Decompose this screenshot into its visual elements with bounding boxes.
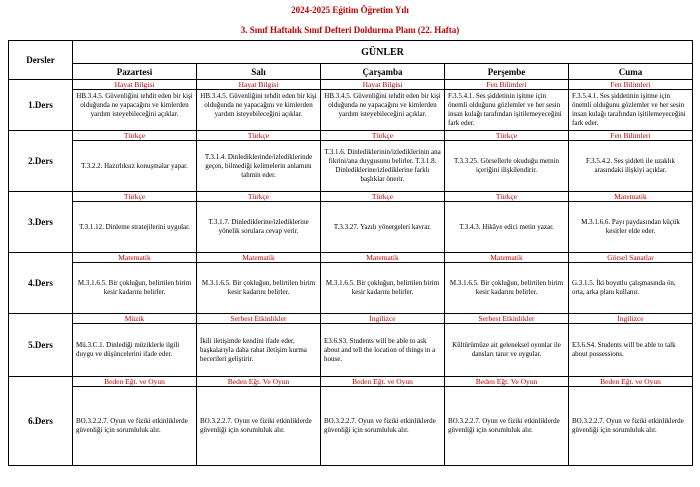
- subject-label: Hayat Bilgisi: [197, 80, 320, 90]
- outcome-text: F.3.5.4.1. Ses şiddetinin işitme için önemli olduğunu gözlemler ve her sesin insan kulağı tarafından işitilemeyeceğini fark eder.: [572, 92, 686, 127]
- outcome-text: F.3.5.4.2. Ses şiddeti ile uzaklık arasındaki ilişkiyi açıklar.: [585, 157, 676, 174]
- outcome-text: BO.3.2.2.7. Oyun ve fiziki etkinliklerde güvenliği için sorumluluk alır.: [448, 417, 560, 434]
- subject-label: Matematik: [197, 253, 320, 263]
- subject-label: Serbest Etkinlikler: [445, 314, 568, 324]
- plan-subtitle: 3. Sınıf Haftalık Sınıf Defteri Doldurma Planı (22. Hafta): [240, 25, 460, 35]
- day-header-cuma: Cuma: [569, 64, 693, 80]
- lesson-cell: [569, 80, 693, 131]
- dersler-header: Dersler: [9, 41, 73, 80]
- lesson-cell: [73, 131, 197, 192]
- day-header-pazartesi: Pazartesi: [73, 64, 197, 80]
- outcome-text: HB.3.4.5. Güvenliğini tehdit eden bir kişi olduğunda ne yapacağını ve kimlerden yardım isteyebileceğini açıklar.: [324, 92, 441, 118]
- subject-label: Beden Eğt. Ve Oyun: [197, 377, 320, 387]
- lesson-row: [9, 314, 693, 377]
- subject-label: Beden Eğt. ve Oyun: [73, 377, 196, 387]
- lesson-cell: [569, 377, 693, 466]
- day-header-sali: Salı: [197, 64, 321, 80]
- lesson-row: [9, 192, 693, 253]
- gunler-header: GÜNLER: [73, 41, 693, 64]
- lesson-cell: [321, 253, 445, 314]
- subject-label: Fen Bilimleri: [569, 131, 692, 141]
- plan-body: [9, 80, 693, 466]
- lesson-cell: [197, 131, 321, 192]
- lesson-cell: [197, 253, 321, 314]
- lesson-label: 4.Ders: [9, 253, 73, 314]
- subject-label: Türkçe: [73, 192, 196, 202]
- subject-label: Türkçe: [73, 131, 196, 141]
- subject-label: Hayat Bilgisi: [321, 80, 444, 90]
- lesson-cell: [569, 314, 693, 377]
- subject-label: Fen Bilimleri: [445, 80, 568, 90]
- outcome-text: M.3.1.6.5. Bir çokluğun, belirtilen birim kesir kadarını belirler.: [325, 279, 440, 296]
- outcome-text: T.3.2.2. Hazırlıksız konuşmalar yapar.: [81, 161, 188, 170]
- subject-label: Matematik: [569, 192, 692, 202]
- lesson-cell: [197, 314, 321, 377]
- outcome-text: BO.3.2.2.7. Oyun ve fiziki etkinliklerde güvenliği için sorumluluk alır.: [76, 417, 188, 434]
- lesson-cell: [73, 192, 197, 253]
- subject-label: Türkçe: [321, 192, 444, 202]
- lesson-cell: [445, 192, 569, 253]
- outcome-text: T.3.1.7. Dinlediklerine/izlediklerine yönelik sorulara cevap verir.: [208, 218, 309, 235]
- lesson-label: 6.Ders: [9, 377, 73, 466]
- document-title: 2024-2025 Eğitim Öğretim Yılı: [291, 5, 409, 15]
- lesson-row: [9, 377, 693, 466]
- outcome-text: T.3.3.25. Görsellerle okuduğu metnin içeriğini ilişkilendirir.: [453, 157, 560, 174]
- lesson-cell: [197, 80, 321, 131]
- subject-label: Hayat Bilgisi: [73, 80, 196, 90]
- subject-label: İngilizce: [569, 314, 692, 324]
- outcome-text: M.3.1.6.5. Bir çokluğun, belirtilen birim kesir kadarını belirler.: [77, 279, 192, 296]
- subject-label: Türkçe: [197, 192, 320, 202]
- outcome-text: T.3.1.6. Dinlediklerinin/izlediklerinin ana fikrini/ana duygusunu belirler. T.3.1.8. Dinlediklerine/izlediklerine farklı başlıklar önerir.: [324, 148, 441, 183]
- subject-label: Beden Eğt. ve Oyun: [569, 377, 692, 387]
- subject-label: Türkçe: [445, 131, 568, 141]
- lesson-cell: [445, 377, 569, 466]
- lesson-cell: [321, 377, 445, 466]
- lesson-cell: [197, 192, 321, 253]
- day-header-carsamba: Çarşamba: [321, 64, 445, 80]
- subject-label: Matematik: [321, 253, 444, 263]
- subject-label: İngilizce: [321, 314, 444, 324]
- outcome-text: İkili iletişimde kendini ifade eder, başkalarıyla daha rahat iletişim kurma becerileri geliştirir.: [200, 336, 307, 363]
- lesson-row: [9, 253, 693, 314]
- subject-label: Türkçe: [197, 131, 320, 141]
- lesson-cell: [445, 131, 569, 192]
- outcome-text: T.3.1.4. Dinlediklerinde/izlediklerinde geçen, bilmediği kelimelerin anlamını tahmin eder.: [204, 152, 313, 179]
- lesson-cell: [445, 314, 569, 377]
- lesson-row: [9, 80, 693, 131]
- subject-label: Görsel Sanatlar: [569, 253, 692, 263]
- outcome-text: BO.3.2.2.7. Oyun ve fiziki etkinliklerde güvenliği için sorumluluk alır.: [572, 417, 684, 434]
- lesson-label: 1.Ders: [9, 80, 73, 131]
- lesson-label: 2.Ders: [9, 131, 73, 192]
- lesson-cell: [321, 192, 445, 253]
- subject-label: Matematik: [445, 253, 568, 263]
- day-header-persembe: Perşembe: [445, 64, 569, 80]
- outcome-text: BO.3.2.2.7. Oyun ve fiziki etkinliklerde güvenliği için sorumluluk alır.: [200, 417, 312, 434]
- outcome-text: M.3.1.6.5. Bir çokluğun, belirtilen birim kesir kadarını belirler.: [201, 279, 316, 296]
- weekly-plan-table: [8, 40, 693, 466]
- subject-label: Müzik: [73, 314, 196, 324]
- lesson-cell: [569, 192, 693, 253]
- subject-label: Türkçe: [445, 192, 568, 202]
- outcome-text: F.3.5.4.1. Ses şiddetinin işitme için önemli olduğunu gözlemler ve her sesin insan kulağı tarafından işitilemeyeceğini fark eder.: [448, 92, 562, 127]
- lesson-cell: [73, 80, 197, 131]
- outcome-text: BO.3.2.2.7. Oyun ve fiziki etkinliklerde güvenliği için sorumluluk alır.: [324, 417, 436, 434]
- lesson-cell: [569, 131, 693, 192]
- outcome-text: E3.6.S3. Students will be able to ask about and tell the location of things in a house.: [324, 336, 436, 363]
- subject-label: Fen Bilimleri: [569, 80, 692, 90]
- subject-label: Beden Eğt. ve Oyun: [321, 377, 444, 387]
- outcome-text: M.3.1.6.6. Payı paydasından küçük kesirler elde eder.: [581, 218, 680, 235]
- lesson-cell: [73, 377, 197, 466]
- outcome-text: Kültürümüze ait geleneksel oyunlar ile dansları tanır ve uygular.: [452, 341, 561, 358]
- lesson-row: [9, 131, 693, 192]
- outcome-text: T.3.3.27. Yazılı yönergeleri kavrar.: [333, 222, 432, 231]
- outcome-text: Mü.3.C.1. Dinlediği müziklerle ilgili duygu ve düşüncelerini ifade eder.: [76, 341, 180, 358]
- lesson-cell: [321, 131, 445, 192]
- lesson-cell: [321, 314, 445, 377]
- lesson-cell: [73, 253, 197, 314]
- lesson-cell: [445, 253, 569, 314]
- lesson-label: 5.Ders: [9, 314, 73, 377]
- lesson-cell: [197, 377, 321, 466]
- lesson-cell: [321, 80, 445, 131]
- subject-label: Matematik: [73, 253, 196, 263]
- subject-label: Beden Eğt. Ve Oyun: [445, 377, 568, 387]
- outcome-text: M.3.1.6.5. Bir çokluğun, belirtilen birim kesir kadarını belirler.: [449, 279, 564, 296]
- subject-label: Serbest Etkinlikler: [197, 314, 320, 324]
- outcome-text: G.3.1.5. İki boyutlu çalışmasında ön, orta, arka planı kullanır.: [572, 279, 676, 296]
- outcome-text: E3.6.S4. Students will be able to talk about possessions.: [572, 341, 676, 358]
- outcome-text: HB.3.4.5. Güvenliğini tehdit eden bir kişi olduğunda ne yapacağını ve kimlerden yardım isteyebileceğini açıklar.: [76, 92, 193, 118]
- lesson-cell: [445, 80, 569, 131]
- lesson-cell: [73, 314, 197, 377]
- subject-label: Türkçe: [321, 131, 444, 141]
- lesson-label: 3.Ders: [9, 192, 73, 253]
- outcome-text: T.3.4.3. Hikâye edici metin yazar.: [459, 222, 554, 231]
- lesson-cell: [569, 253, 693, 314]
- outcome-text: HB.3.4.5. Güvenliğini tehdit eden bir kişi olduğunda ne yapacağını ve kimlerden yardım isteyebileceğini açıklar.: [200, 92, 317, 118]
- outcome-text: T.3.1.12. Dinleme stratejilerini uygular.: [79, 222, 190, 231]
